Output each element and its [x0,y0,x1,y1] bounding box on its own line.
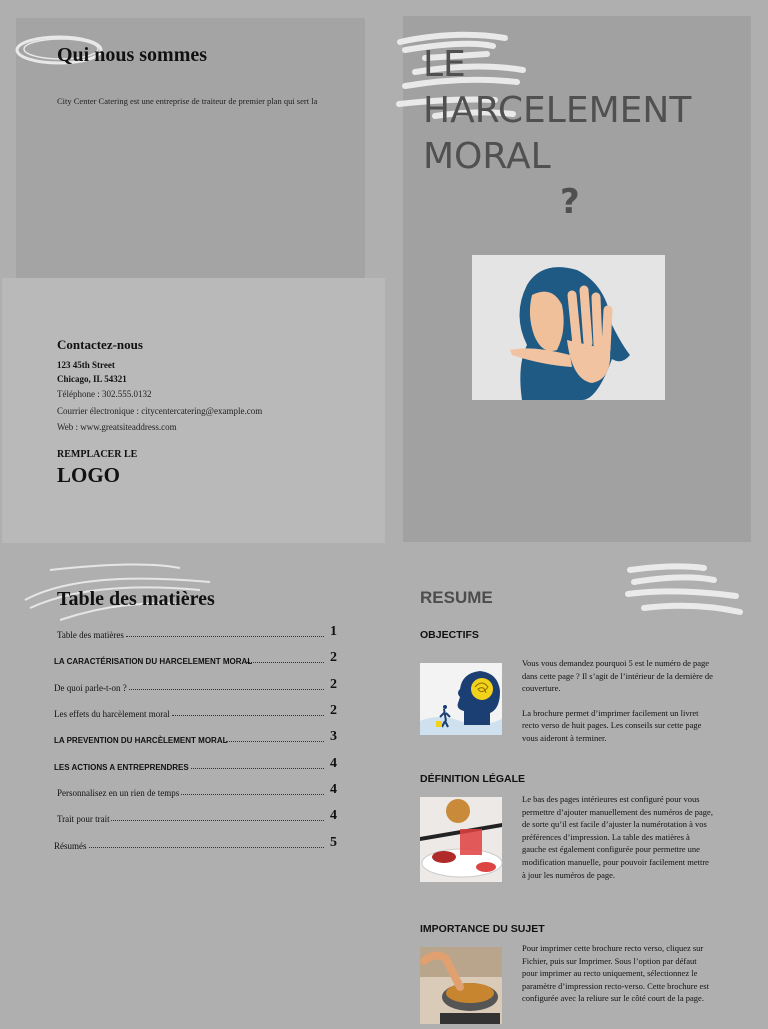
definition-image [420,797,502,882]
toc-row-page: 2 [330,677,337,692]
cover-title-line3: MORAL [423,136,551,177]
scribble-brush-icon-2 [624,562,744,622]
importance-text: Pour imprimer cette brochure recto verso, cliquez sur Fichier, puis sur Imprimer. Sous l’option par défaut pour imprimer au recto uniquement, sélectionnez le paramètre d’impression recto-verso. Cette brochure est configurée avec la reliure sur le côté court de la page. [522,943,709,1004]
toc-row-page: 4 [330,808,337,823]
toc-row-label: LES ACTIONS A ENTREPRENDRES [54,763,189,772]
cooking-pan-photo-icon [420,947,502,1024]
toc-row-label: Table des matières [57,630,124,640]
toc-row[interactable] [57,782,337,798]
toc-leader [111,819,324,821]
cover-title-line2: HARCELEMENT [423,90,692,131]
cover-title [423,42,743,180]
toc-row-page: 3 [330,729,337,744]
definition-text: Le bas des pages intérieures est configuré pour vous permettre d’ajouter manuellement des numéros de page, de sorte qu’il est facile d’ajuster la numérotation à vos préférences d’impression. La table des matières à gauche est également configurée pour permettre une modification manuelle, pour pouvoir facilement mettre à jour les numéros de page. [522,794,713,880]
contact-phone: Téléphone : 302.555.0132 [57,389,152,399]
toc-row[interactable] [54,756,337,772]
toc-row-page: 4 [330,756,337,771]
toc-leader [126,635,324,637]
toc-row-label: De quoi parle-t-on ? [54,683,127,693]
cover-image [472,255,665,400]
section-heading-importance: IMPORTANCE DU SUJET [420,923,545,935]
toc-row[interactable] [57,624,337,640]
toc-leader [226,740,324,742]
resume-title: RESUME [420,588,493,607]
toc-leader [129,688,324,690]
toc-row[interactable] [54,650,337,666]
stop-hand-icon [472,255,665,400]
toc-row-page: 2 [330,650,337,665]
section-heading-definition: DÉFINITION LÉGALE [420,773,525,785]
importance-image [420,947,502,1024]
toc-row-label: LA PREVENTION DU HARCÈLEMENT MORAL [54,736,228,745]
contact-email[interactable]: Courrier électronique : citycentercatering@example.com [57,406,263,416]
replace-logo-label: REMPLACER LE [57,449,138,460]
toc-leader [246,661,324,663]
toc-row-label: Trait pour trait [57,814,110,824]
toc-row[interactable] [54,703,337,719]
contact-web[interactable]: Web : www.greatsiteaddress.com [57,422,177,432]
contact-address-line2: Chicago, IL 54321 [57,374,127,384]
toc-title: Table des matières [57,588,215,610]
toc-row-page: 4 [330,782,337,797]
section-heading-objectifs: OBJECTIFS [420,629,479,641]
objectifs-text [522,657,714,745]
dessert-photo-icon [420,797,502,882]
toc-row-page: 2 [330,703,337,718]
toc-row[interactable] [54,835,337,851]
toc-row-page: 1 [330,624,337,639]
toc-row[interactable] [54,729,337,745]
toc-row-label: Personnalisez en un rien de temps [57,788,180,798]
toc-row-label: Résumés [54,841,87,851]
toc-row-label: LA CARACTÉRISATION DU HARCELEMENT MORAL [54,657,253,666]
toc-row[interactable] [57,808,337,824]
cover-title-line1: LE [423,44,466,85]
toc-row[interactable] [54,677,337,693]
toc-leader [172,714,324,716]
head-tangled-thoughts-icon [420,663,502,735]
cover-question-mark: ? [560,182,580,222]
objectifs-paragraph-1: Vous vous demandez pourquoi 5 est le numéro de page dans cette page ? Il s’agit de l’intérieur de la dernière de couverture. [522,658,713,694]
toc-row-label: Les effets du harcèlement moral [54,709,170,719]
objectifs-image [420,663,502,735]
objectifs-paragraph-2: La brochure permet d’imprimer facilement un livret recto verso de huit pages. Les conseils sur cette page vous aideront à terminer. [522,707,702,743]
who-text: City Center Catering est une entreprise de traiteur de premier plan qui sert la [57,96,318,106]
toc-row-page: 5 [330,835,337,850]
toc-leader [89,846,325,848]
contact-title: Contactez-nous [57,337,143,352]
toc-leader [181,793,324,795]
toc-leader [191,767,324,769]
who-title: Qui nous sommes [57,44,208,66]
contact-address-line1: 123 45th Street [57,360,115,370]
logo-placeholder: LOGO [57,463,121,487]
